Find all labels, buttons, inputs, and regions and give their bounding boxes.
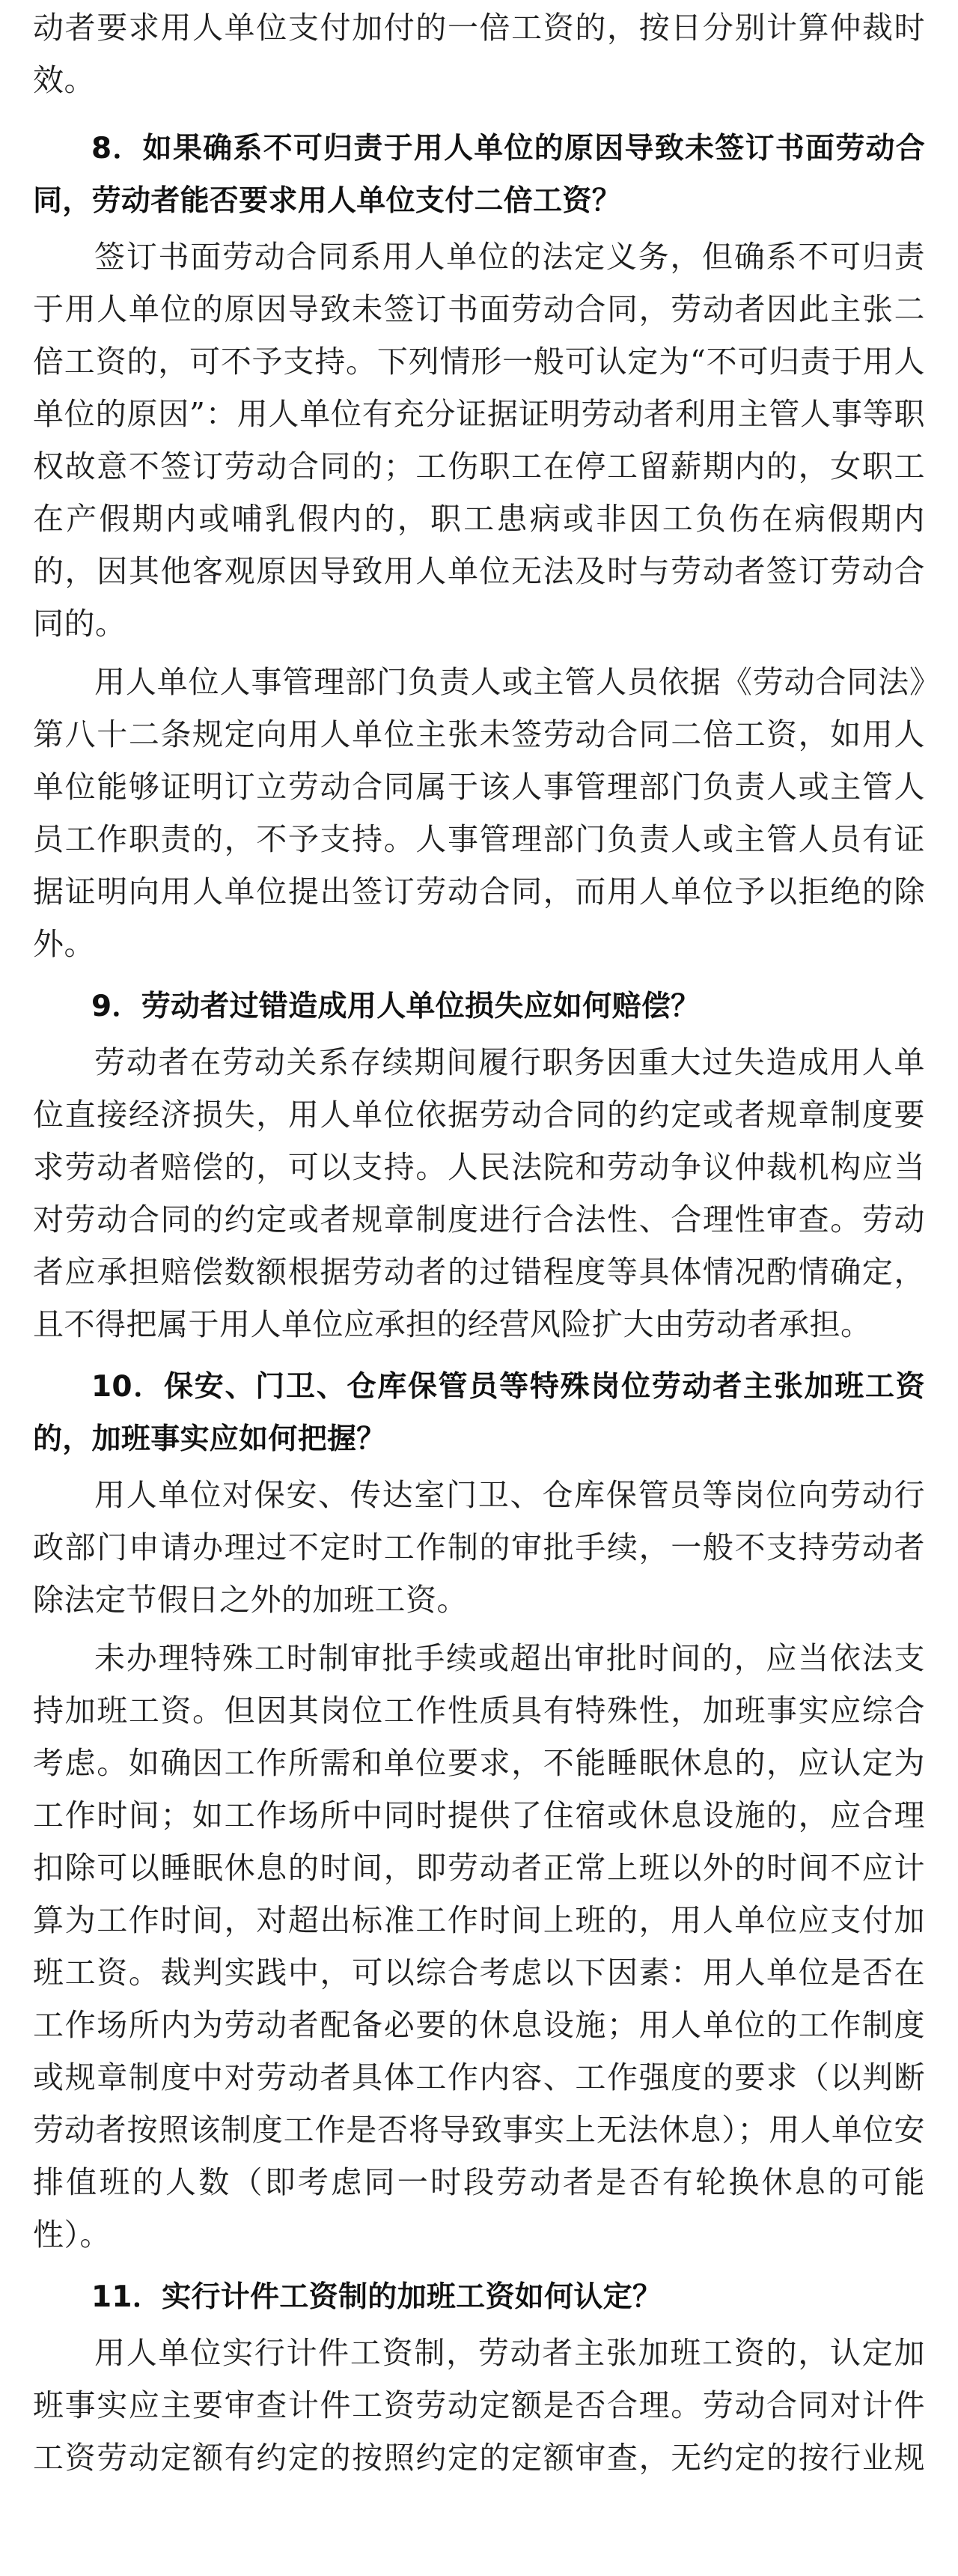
- question-10-paragraph-2: 未办理特殊工时制审批手续或超出审批时间的，应当依法支持加班工资。但因其岗位工作性质具有特殊性，加班事实应综合考虑。如确因工作所需和单位要求，不能睡眠休息的，应认定为工作时间；如工作场所中同时提供了住宿或休息设施的，应合理扣除可以睡眠休息的时间，即劳动者正常上班以外的时间不应计算为工作时间，对超出标准工作时间上班的，用人单位应支付加班工资。裁判实践中，可以综合考虑以下因素：用人单位是否在工作场所内为劳动者配备必要的休息设施；用人单位的工作制度或规章制度中对劳动者具体工作内容、工作强度的要求（以判断劳动者按照该制度工作是否将导致事实上无法休息）；用人单位安排值班的人数（即考虑同一时段劳动者是否有轮换休息的可能性）。: [33, 1640, 925, 2253]
- question-9-heading: 9．劳动者过错造成用人单位损失应如何赔偿？: [91, 990, 701, 1023]
- continuation-paragraph: 动者要求用人单位支付加付的一倍工资的，按日分别计算仲裁时效。: [33, 10, 925, 98]
- spacer: [33, 650, 925, 656]
- question-9-paragraph-1: 劳动者在劳动关系存续期间履行职务因重大过失造成用人单位直接经济损失，用人单位依据劳动合同的约定或者规章制度要求劳动者赔偿的，可以支持。人民法院和劳动争议仲裁机构应当对劳动合同的约定或者规章制度进行合法性、合理性审查。劳动者应承担赔偿数额根据劳动者的过错程度等具体情况酌情确定，且不得把属于用人单位应承担的经营风险扩大由劳动者承担。: [33, 1044, 925, 1342]
- question-11-paragraph-1: 用人单位实行计件工资制，劳动者主张加班工资的，认定加班事实应主要审查计件工资劳动定额是否合理。劳动合同对计件工资劳动定额有约定的按照约定的定额审查，无约定的按行业规: [33, 2335, 925, 2476]
- question-8-paragraph-1: 签订书面劳动合同系用人单位的法定义务，但确系不可归责于用人单位的原因导致未签订书面劳动合同，劳动者因此主张二倍工资的，可不予支持。下列情形一般可认定为“不可归责于用人单位的原因”：用人单位有充分证据证明劳动者利用主管人事等职权故意不签订劳动合同的；工伤职工在停工留薪期内的，女职工在产假期内或哺乳假内的，职工患病或非因工负伤在病假期内的，因其他客观原因导致用人单位无法及时与劳动者签订劳动合同的。: [33, 239, 925, 642]
- question-11-heading: 11．实行计件工资制的加班工资如何认定？: [91, 2280, 662, 2314]
- spacer: [33, 106, 925, 112]
- question-10-paragraph-1: 用人单位对保安、传达室门卫、仓库保管员等岗位向劳动行政部门申请办理过不定时工作制的审批手续，一般不支持劳动者除法定节假日之外的加班工资。: [33, 1477, 925, 1618]
- question-8-paragraph-2: 用人单位人事管理部门负责人或主管人员依据《劳动合同法》第八十二条规定向用人单位主张未签劳动合同二倍工资，如用人单位能够证明订立劳动合同属于该人事管理部门负责人或主管人员工作职责的，不予支持。人事管理部门负责人或主管人员有证据证明向用人单位提出签订劳动合同，而用人单位予以拒绝的除外。: [33, 664, 925, 962]
- spacer: [33, 1626, 925, 1632]
- question-8-heading: 8．如果确系不可归责于用人单位的原因导致未签订书面劳动合同，劳动者能否要求用人单位支付二倍工资？: [33, 132, 925, 218]
- question-10-heading: 10．保安、门卫、仓库保管员等特殊岗位劳动者主张加班工资的，加班事实应如何把握？: [33, 1370, 925, 1456]
